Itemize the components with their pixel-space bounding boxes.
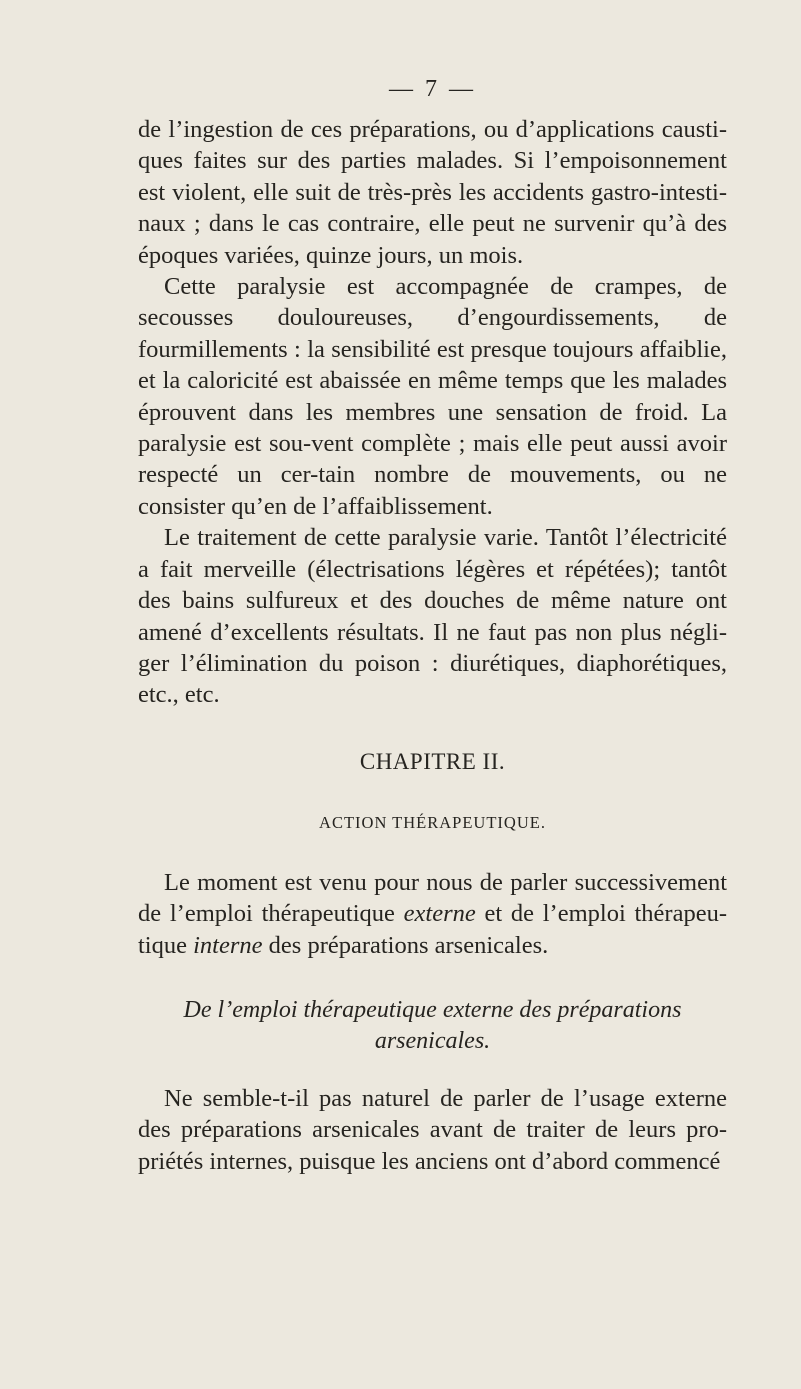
paragraph-2: Cette paralysie est accompagnée de crampes, de secousses douloureuses, d’engourdissements, de fourmillements : la sensibilité est presque toujours affaiblie, et la caloricité est abaissée en même temps que les malades éprouvent dans les membres une sensation de froid. La paralysie est sou-vent complète ; mais elle peut aussi avoir respecté un cer-tain nombre de mouvements, ou ne consister qu’en de l’affaiblissement. bbox=[138, 273, 727, 520]
paragraph-4-text-1: Le moment est venu pour nous de parler successivement de l’emploi thérapeutique bbox=[138, 868, 727, 928]
page-number: — 7 — bbox=[389, 76, 476, 102]
emphasis-interne: interne bbox=[193, 931, 263, 959]
paragraph-5: Ne semble-t-il pas naturel de parler de l’usage externe des préparations arsenicales avant de traiter de leurs pro-priétés internes, puisque les anciens ont d’abord commencé bbox=[138, 1084, 727, 1175]
paragraph-3: Le traitement de cette paralysie varie. Tantôt l’électricité a fait merveille (électrisations légères et répétées); tantôt des bains sulfureux et des douches de même nature ont amené d’excellents résultats. Il ne faut pas non plus négli-ger l’élimination du poison : diurétiques, diaphorétiques, etc., etc. bbox=[138, 524, 727, 709]
section-title: ACTION THÉRAPEUTIQUE. bbox=[319, 812, 546, 832]
paragraph-1: de l’ingestion de ces préparations, ou d’applications causti-ques faites sur des parties malades. Si l’empoisonnement est violent, elle suit de très-près les accidents gastro-intesti-naux ; dans le cas contraire, elle peut ne survenir qu’à des époques variées, quinze jours, un mois. bbox=[138, 116, 727, 269]
paragraph-4-text-2: et de l’emploi thérapeu-tique bbox=[138, 900, 727, 959]
paragraph-4-text-3: des préparations arsenicales. bbox=[262, 931, 549, 959]
chapter-title: CHAPITRE II. bbox=[359, 748, 506, 774]
paragraph-4 bbox=[138, 867, 727, 961]
emphasis-externe: externe bbox=[403, 900, 476, 928]
subsection-title: De l’emploi thérapeutique externe des préparations arsenicales. bbox=[183, 996, 682, 1054]
